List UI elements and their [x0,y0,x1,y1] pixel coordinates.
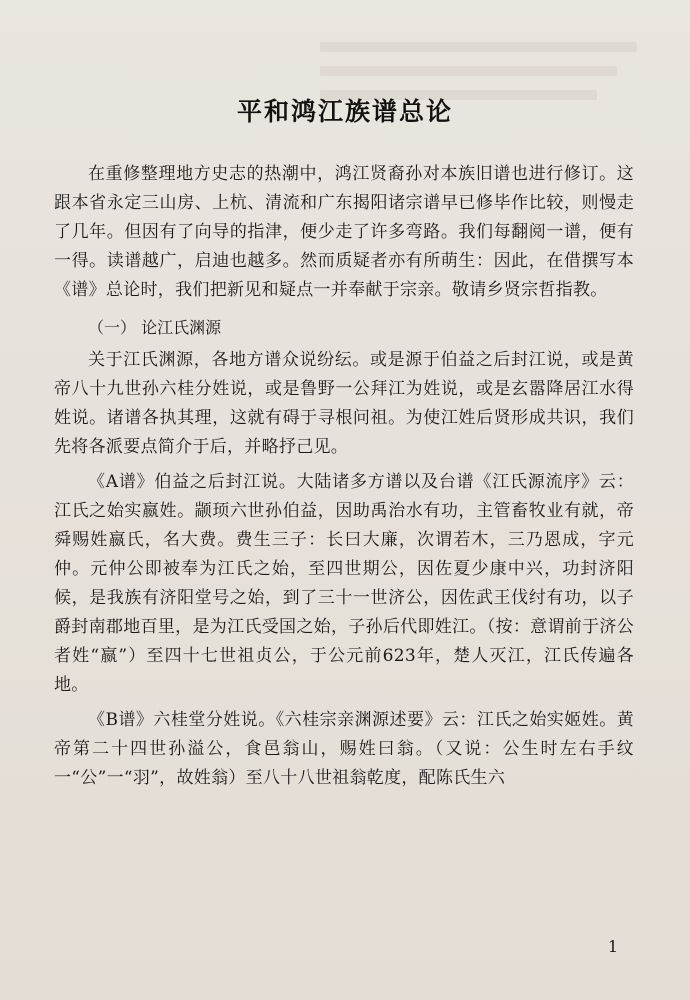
document-body [54,160,634,793]
paragraph-b-genealogy: 《B谱》六桂堂分姓说。《六桂宗亲渊源述要》云：江氏之始实姬姓。黄帝第二十四世孙溢公，食邑翁山，赐姓曰翁。（又说：公生时左右手纹一“公”一“羽”，故姓翁）至八十八世祖翁乾度，配陈氏生六 [54,710,634,788]
page-number: 1 [607,937,618,956]
paragraph-a-genealogy: 《A谱》伯益之后封江说。大陆诸多方谱以及台谱《江氏源流序》云：江氏之始实嬴姓。颛顼六世孙伯益，因助禹治水有功，主管畜牧业有就，帝舜赐姓嬴氏，名大费。费生三子：长曰大廉，次谓若木，三乃恩成，字元仲。元仲公即被奉为江氏之始，至四世期公，因佐夏少康中兴，功封济阳候，是我族有济阳堂号之始，到了三十一世济公，因佐武王伐纣有功，以子爵封南郡地百里，是为江氏受国之始，子孙后代即姓江。（按：意谓前于济公者姓“嬴”）至四十七世祖贞公，于公元前623年，楚人灭江，江氏传遍各地。 [54,472,634,695]
document-title: 平和鸿江族谱总论 [236,97,453,126]
section-heading: （一） 论江氏渊源 [88,318,222,337]
paragraph-origin-overview: 关于江氏渊源，各地方谱众说纷纭。或是源于伯益之后封江说，或是黄帝八十九世孙六桂分姓说，或是鲁野一公拜江为姓说，或是玄嚣降居江水得姓说。诸谱各执其理，这就有碍于寻根问祖。为使江姓后贤形成共识，我们先将各派要点简介于后，并略抒己见。 [54,350,634,457]
paragraph-intro: 在重修整理地方史志的热潮中，鸿江贤裔孙对本族旧谱也进行修订。这跟本省永定三山房、上杭、清流和广东揭阳诸宗谱早已修毕作比较，则慢走了几年。但因有了向导的指津，便少走了许多弯路。我们每翻阅一谱，便有一得。读谱越广，启迪也越多。然而质疑者亦有所萌生：因此，在借撰写本《谱》总论时，我们把新见和疑点一并奉献于宗亲。敬请乡贤宗哲指教。 [54,164,634,300]
